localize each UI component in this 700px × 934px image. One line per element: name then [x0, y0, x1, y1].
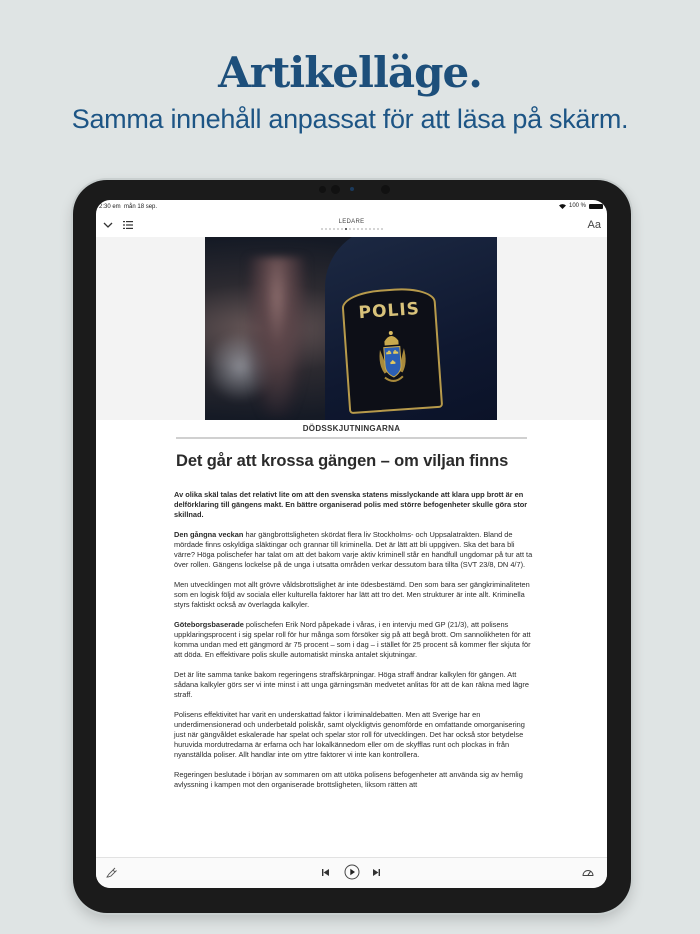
- page-dot[interactable]: [321, 228, 323, 230]
- status-right: [559, 203, 603, 209]
- status-bar: [96, 200, 607, 214]
- page-dot[interactable]: [341, 228, 343, 230]
- page-dot[interactable]: [329, 228, 331, 230]
- status-time: [99, 204, 157, 210]
- article-paragraph: [174, 620, 533, 660]
- coat-of-arms-icon: [376, 328, 410, 388]
- page-dot[interactable]: [345, 228, 347, 230]
- page-dot[interactable]: [353, 228, 355, 230]
- patch-text: POLIS: [358, 298, 421, 324]
- article-paragraph: [174, 580, 533, 610]
- article-paragraph: [174, 770, 533, 790]
- camera-icon: [350, 187, 354, 191]
- camera-bar: [73, 184, 631, 196]
- text-settings-button[interactable]: Aa: [587, 219, 601, 231]
- ipad-frame: [73, 180, 631, 913]
- sensor-icon: [381, 185, 390, 194]
- article-paragraph: [174, 710, 533, 760]
- article-image: [205, 237, 497, 420]
- battery-icon: [589, 204, 603, 209]
- page-dot[interactable]: [357, 228, 359, 230]
- wifi-icon: [559, 204, 566, 209]
- paragraph-text: Regeringen beslutade i början av sommaren om att utöka polisens befogenheter att använda sig av hemlig avlyssning i kampen mot den organiserade brottsligheten, liksom rätten att: [174, 770, 523, 789]
- paragraph-lead: Den gångna veckan: [174, 530, 244, 539]
- paragraph-text: polischefen Erik Nord påpekade i våras, i en intervju med GP (21/3), att polisens uppklaringsprocent i sig spelar roll för hur många som försöker sig på att begå brott. Om sannolikheten för att komma undan med ett gängmord är 75 procent – som i dag – i stället för 25 procent så kommer fler skjuta för att döda. En effektivare polis skulle automatiskt minska antalet skjutningar.: [174, 620, 531, 659]
- highlighter-icon[interactable]: [106, 867, 117, 878]
- page-dot[interactable]: [349, 228, 351, 230]
- paragraph-lead: Göteborgsbaserade: [174, 620, 244, 629]
- image-background-person: [247, 257, 307, 417]
- page-dot[interactable]: [333, 228, 335, 230]
- battery-percent: 100 %: [568, 203, 586, 209]
- sensor-icon: [331, 185, 340, 194]
- page-dot[interactable]: [381, 228, 383, 230]
- play-icon[interactable]: [344, 864, 360, 880]
- section-label: LEDARE: [338, 219, 365, 225]
- page-dot[interactable]: [337, 228, 339, 230]
- article-scroll-area[interactable]: [96, 237, 607, 858]
- article-toolbar: [96, 214, 607, 238]
- date: mån 18 sep.: [124, 204, 158, 210]
- article-body-column: [96, 420, 607, 858]
- screen: [96, 200, 607, 888]
- article-ingress: Av olika skäl talas det relativt lite om att den svenska statens misslyckande att klara upp brott är en delförklaring till gängens makt. En bättre organiserad polis med större befogenheter skulle göra stor skillnad.: [174, 490, 528, 519]
- audio-player-bar: [96, 857, 607, 888]
- paragraph-text: har gängbrottsligheten skördat flera liv Stockholms- och Uppsalatrakten. Bland de mördade finns oskyldiga släktingar och grannar till kriminella. Det är lätt att bli uppgiven. Ska det bara bli värre? Höga polischefer har talat om att det bakom varje aktiv kriminell står en handfull ungdomar på tur att ta över rollen. Gängens lockelse på de unga i utsatta områden verkar dessutom bara tillta (SVT 23/8, DN 4/7).: [174, 530, 533, 569]
- article-paragraph: [174, 670, 533, 700]
- sensor-icon: [319, 186, 326, 193]
- hero-title: Artikelläge.: [218, 48, 482, 97]
- page-indicator[interactable]: [96, 228, 607, 230]
- skip-forward-icon[interactable]: [373, 869, 380, 876]
- time: 2:30 em: [99, 204, 121, 210]
- paragraph-text: Men utvecklingen mot allt grövre våldsbrottslighet är inte ödesbestämd. Den som bara ser gängkriminaliteten som en logisk följd av sociala eller kulturella faktorer har lätt att tro det. Men strukturer är inte allt. Kriminella styrs faktiskt också av överlagda kalkyler.: [174, 580, 530, 609]
- article-paragraph: [174, 530, 533, 570]
- page-dot[interactable]: [325, 228, 327, 230]
- page-dot[interactable]: [365, 228, 367, 230]
- page-dot[interactable]: [369, 228, 371, 230]
- paragraph-text: Det är lite samma tanke bakom regeringens straffskärpningar. Höga straff ändrar kalkylen för gängen. Att sådana kalkyler görs ser vi inte minst i att unga gärningsmän medvetet anlitas för att de kan räkna med lägre straff.: [174, 670, 529, 699]
- page-dot[interactable]: [373, 228, 375, 230]
- paragraph-text: Polisens effektivitet har varit en underskattad faktor i kriminaldebatten. Men att Sverige har en underdimensionerad och underbetald poliskår, samt olyckligtvis genomförde en omfattande omorganisering just när gängvåldet eskalerade har spelat och spelar stor roll för utvecklingen. Det har också stor betydelse huruvida mordutredarna är erfarna och har lokalkännedom eller om de skyfflas runt och plockas in från nyanställda poliser. Allt handlar inte om yttre faktorer vi inte kan kontrollera.: [174, 710, 525, 759]
- page-dot[interactable]: [361, 228, 363, 230]
- article-kicker: DÖDSSKJUTNINGARNA: [176, 424, 527, 439]
- hero-subtitle: Samma innehåll anpassat för att läsa på skärm.: [71, 104, 629, 134]
- skip-back-icon[interactable]: [322, 869, 329, 876]
- article-body: [174, 490, 533, 800]
- page-dot[interactable]: [377, 228, 379, 230]
- speedometer-icon[interactable]: [582, 868, 594, 876]
- polis-patch: [341, 286, 443, 414]
- article-headline: Det går att krossa gängen – om viljan finns: [176, 452, 509, 470]
